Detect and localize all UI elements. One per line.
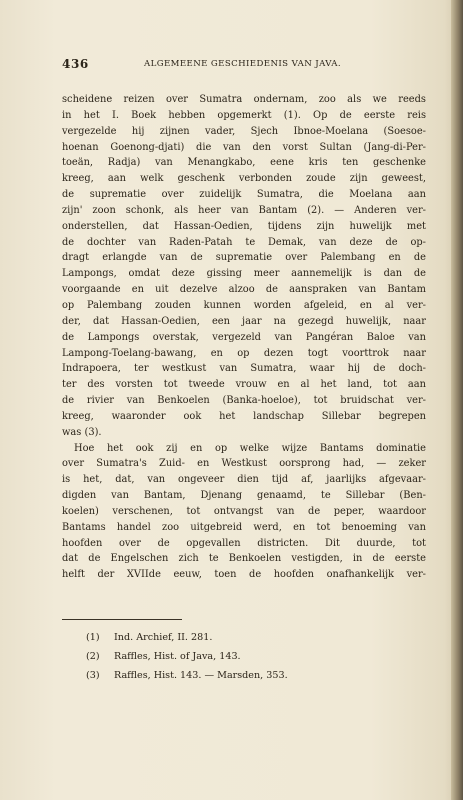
text-line: dragt erlangde van de suprematie over Palembang en de (62, 252, 426, 264)
text-line: in het I. Boek hebben opgemerkt (1). Op de eerste reis (62, 109, 426, 121)
text-line: voorgaande en uit dezelve alzoo de aanspraken van Bantam (62, 284, 426, 296)
running-head: ALGEMEENE GESCHIEDENIS VAN JAVA. (144, 59, 342, 69)
book-spine-shadow (451, 0, 463, 800)
text-line: dat de Engelschen zich te Benkoelen vestigden, in de eerste (62, 553, 426, 565)
text-line: Lampong-Toelang-bawang, en op dezen togt voorttrok naar (62, 347, 426, 359)
footnote-text: Ind. Archief, II. 281. (114, 632, 213, 643)
text-line: Hoe het ook zij en op welke wijze Bantams dominatie (74, 442, 426, 454)
text-line: de Lampongs overstak, vergezeld van Pangéran Baloe van (62, 331, 426, 343)
text-line: hoofden over de opgevallen districten. Dit duurde, tot (62, 537, 426, 549)
text-line: vergezelde hij zijnen vader, Sjech Ibnoe-Moelana (Soesoe- (62, 125, 426, 137)
text-line: over Sumatra's Zuid- en Westkust oorsprong had, — zeker (62, 458, 426, 470)
footnote (86, 628, 406, 647)
text-line: der, dat Hassan-Oedien, een jaar na gezegd huwelijk, naar (62, 315, 426, 327)
text-line: Lampongs, omdat deze gissing meer aannemelijk is dan de (62, 268, 426, 280)
text-line: de suprematie over zuidelijk Sumatra, die Moelana aan (62, 189, 426, 201)
text-line: is het, dat, van ongeveer dien tijd af, jaarlijks afgevaar- (62, 474, 426, 486)
text-line: was (3). (62, 426, 102, 438)
text-line: op Palembang zouden kunnen worden afgeleid, en al ver- (62, 299, 426, 311)
text-line: de dochter van Raden-Patah te Demak, van deze de op- (62, 236, 426, 248)
footnote-number: (3) (86, 670, 100, 682)
text-line: digden van Bantam, Djenang genaamd, te Sillebar (Ben- (62, 490, 426, 502)
text-line: de rivier van Benkoelen (Banka-hoeloe), tot bruidschat ver- (62, 395, 426, 407)
footnote-number: (1) (86, 632, 100, 643)
text-line: zijn' zoon schonk, als heer van Bantam (2). — Anderen ver- (62, 204, 426, 216)
text-line: kreeg, waaronder ook het landschap Sillebar begrepen (62, 410, 426, 422)
text-line: toeän, Radja) van Menangkabo, eene kris ten geschenke (62, 157, 426, 169)
text-line: koelen) verschenen, tot ontvangst van de peper, waardoor (62, 505, 426, 517)
text-line: scheidene reizen over Sumatra ondernam, zoo als we reeds (62, 94, 426, 105)
page-header (62, 57, 424, 73)
footnote-text: Raffles, Hist. 143. — Marsden, 353. (114, 670, 288, 682)
footnote-number: (2) (86, 651, 100, 663)
footnote (86, 666, 406, 685)
footnotes (86, 628, 406, 686)
footnote-rule (62, 619, 182, 620)
body-text (62, 92, 426, 583)
text-line: ter des vorsten tot tweede vrouw en al het land, tot aan (62, 379, 426, 391)
text-line: Bantams handel zoo uitgebreid werd, en tot benoeming van (62, 521, 426, 533)
footnote (86, 647, 406, 666)
text-line: kreeg, aan welk geschenk verbonden zoude zijn geweest, (62, 173, 426, 185)
page-number: 436 (62, 57, 89, 71)
footnote-text: Raffles, Hist. of Java, 143. (114, 651, 241, 663)
text-line: hoenan Goenong-djati) die van den vorst Sultan (Jang-di-Per- (62, 141, 426, 153)
text-line: helft der XVIIde eeuw, toen de hoofden onafhankelijk ver- (62, 569, 426, 581)
text-line: onderstellen, dat Hassan-Oedien, tijdens zijn huwelijk met (62, 220, 426, 232)
text-line: Indrapoera, ter westkust van Sumatra, waar hij de doch- (62, 363, 426, 375)
